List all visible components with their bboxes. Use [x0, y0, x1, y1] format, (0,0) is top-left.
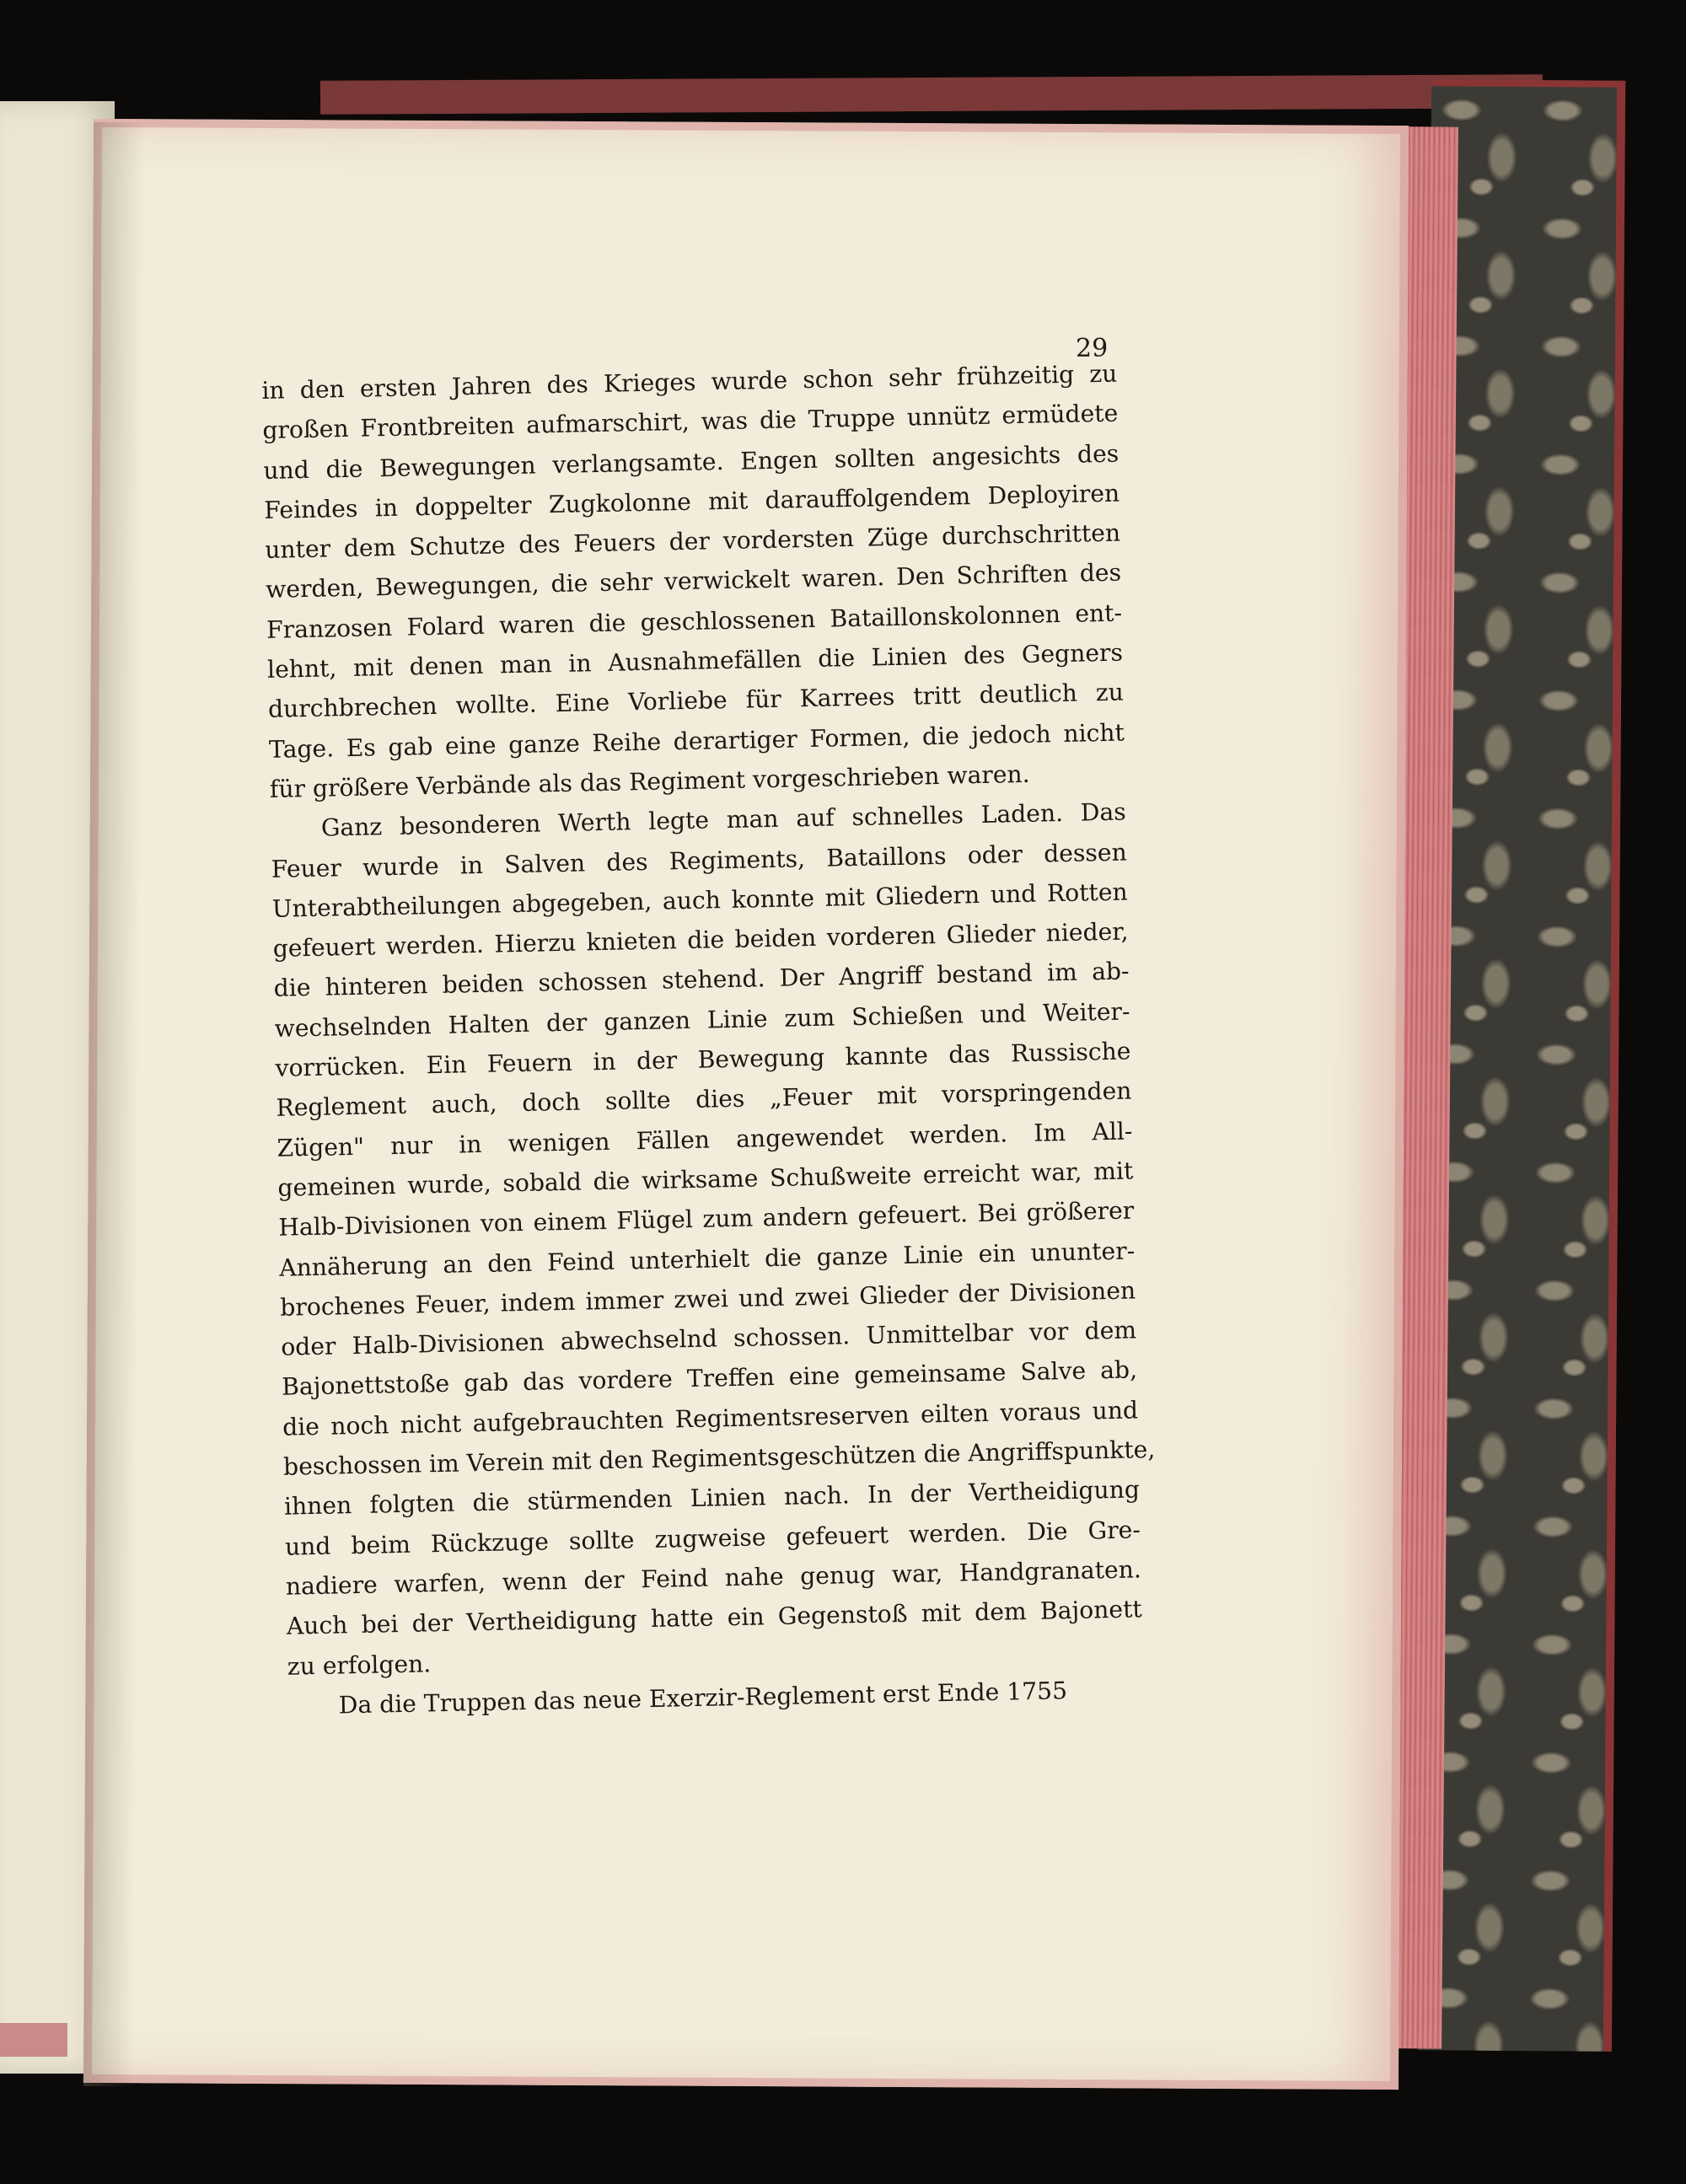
text-line: gemeinen wurde, sobald die wirksame Schußweite erreicht war, mit — [277, 1156, 1134, 1202]
page-number: 29 — [1076, 334, 1109, 363]
text-line: nadiere warfen, wenn der Feind nahe genug war, Handgranaten. — [285, 1555, 1142, 1601]
text-line: und beim Rückzuge sollte zugweise gefeuert werden. Die Gre- — [284, 1515, 1141, 1561]
text-line: durchbrechen wollte. Eine Vorliebe für Karrees tritt deutlich zu — [267, 678, 1125, 724]
body-text — [261, 354, 1156, 1726]
text-line: brochenes Feuer, indem immer zwei und zwei Glieder der Divisionen — [279, 1276, 1136, 1322]
text-line: lehnt, mit denen man in Ausnahmefällen die Linien des Gegners — [266, 638, 1124, 684]
text-line: Unterabtheilungen abgegeben, auch konnte mit Gliedern und Rotten — [271, 877, 1128, 923]
text-line: Zügen" nur in wenigen Fällen angewendet werden. Im All- — [277, 1117, 1133, 1162]
book-cover-top-edge — [320, 74, 1543, 115]
text-line: Auch bei der Vertheidigung hatte ein Gegenstoß mit dem Bajonett — [286, 1595, 1143, 1640]
text-line: Franzosen Folard waren die geschlossenen Bataillonskolonnen ent- — [266, 598, 1123, 644]
text-line: Reglement auch, doch sollte dies „Feuer mit vorspringenden — [276, 1076, 1132, 1123]
left-page-red-edge — [0, 2023, 67, 2057]
text-line: Halb-Divisionen von einem Flügel zum andern gefeuert. Bei größerer — [278, 1196, 1135, 1242]
text-line: und die Bewegungen verlangsamte. Engen sollten angesichts des — [263, 439, 1120, 485]
text-line: zu erfolgen. — [287, 1649, 432, 1681]
text-line: Feuer wurde in Salven des Regiments, Bataillons oder dessen — [271, 838, 1127, 883]
gutter-shadow — [83, 122, 144, 2086]
text-line: die hinteren beiden schossen stehend. Der Angriff bestand im ab- — [273, 957, 1130, 1003]
text-line: vorrücken. Ein Feuern in der Bewegung kannte das Russische — [275, 1037, 1131, 1082]
text-line: unter dem Schutze des Feuers der vordersten Züge durchschritten — [264, 518, 1121, 565]
text-line: beschossen im Verein mit den Regimentsgeschützen die Angriffspunkte, — [282, 1435, 1156, 1481]
text-line: werden, Bewegungen, die sehr verwickelt waren. Den Schriften des — [265, 559, 1122, 604]
text-line: Tage. Es gab eine ganze Reihe derartiger Formen, die jedoch nicht — [268, 718, 1125, 764]
text-line: Ganz besonderen Werth legte man auf schnelles Laden. Das — [320, 797, 1127, 842]
text-line: für größere Verbände als das Regiment vorgeschrieben waren. — [269, 759, 1030, 803]
text-line: Bajonettstoße gab das vordere Treffen eine gemeinsame Salve ab, — [281, 1355, 1138, 1402]
text-line: gefeuert werden. Hierzu knieten die beiden vorderen Glieder nieder, — [272, 917, 1129, 963]
text-line: Da die Truppen das neue Exerzir-Reglement erst Ende 1755 — [338, 1676, 1068, 1720]
text-line: in den ersten Jahren des Krieges wurde schon sehr frühzeitig zu — [261, 359, 1118, 405]
text-line: ihnen folgten die stürmenden Linien nach. In der Vertheidigung — [283, 1475, 1141, 1521]
text-line: Annäherung an den Feind unterhielt die ganze Linie ein ununter- — [279, 1236, 1136, 1282]
text-line: die noch nicht aufgebrauchten Regimentsreserven eilten voraus und — [282, 1396, 1139, 1441]
text-line: wechselnden Halten der ganzen Linie zum Schießen und Weiter- — [274, 997, 1130, 1043]
text-line: oder Halb-Divisionen abwechselnd schossen. Unmittelbar vor dem — [280, 1316, 1137, 1361]
text-line: Feindes in doppelter Zugkolonne mit darauffolgendem Deployiren — [263, 479, 1120, 524]
text-line: großen Frontbreiten aufmarschirt, was die Truppe unnütz ermüdete — [262, 399, 1119, 445]
